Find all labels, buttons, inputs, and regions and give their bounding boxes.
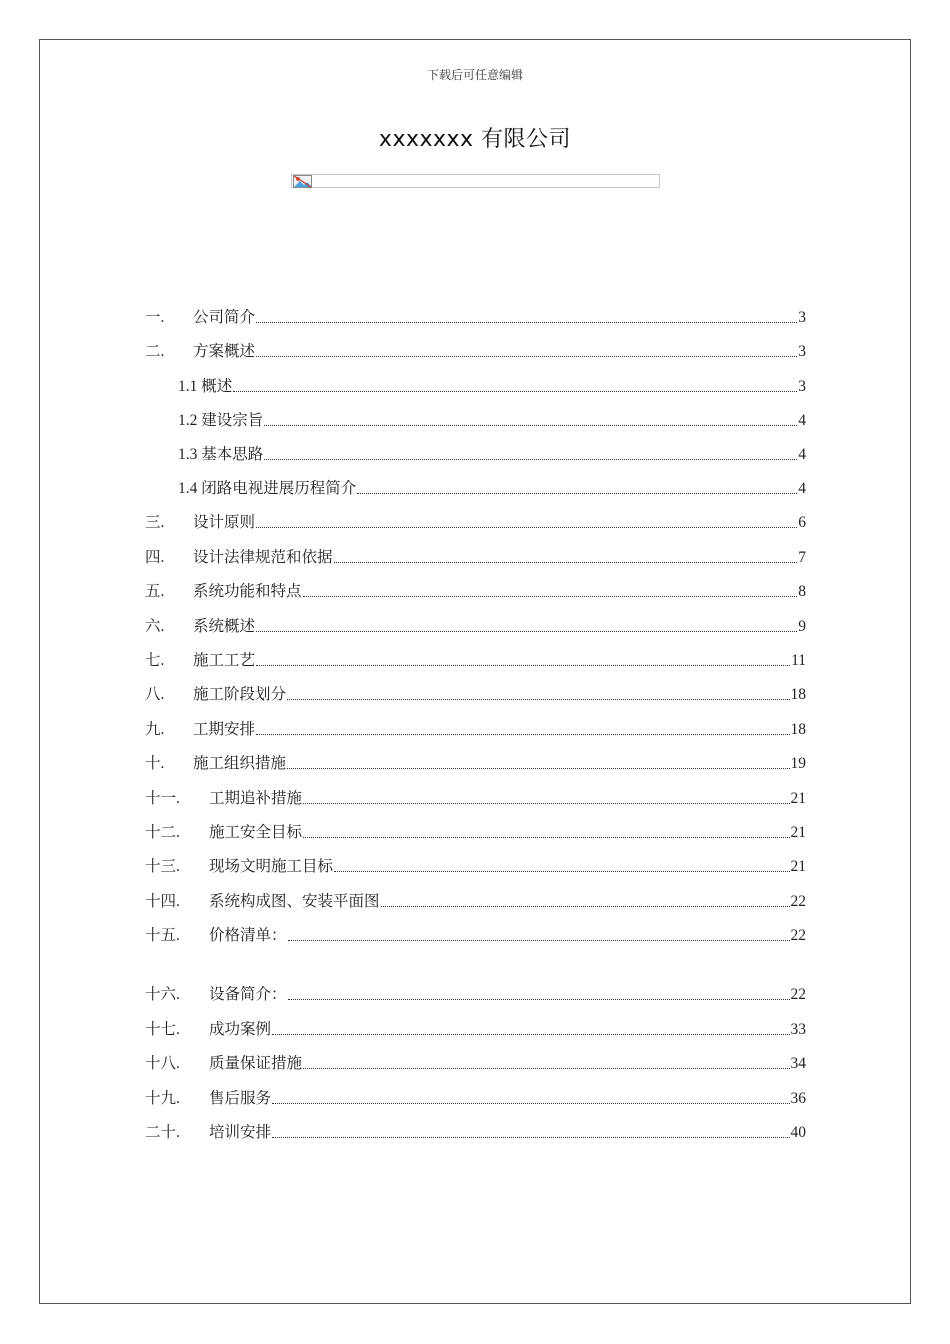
toc-number: 一. <box>145 309 165 326</box>
toc-number: 十一. <box>145 790 180 807</box>
toc-label: 工期安排 <box>193 721 256 738</box>
toc-number: 五. <box>145 583 165 600</box>
toc-page-number: 36 <box>790 1090 806 1107</box>
toc-number: 六. <box>145 618 165 635</box>
toc-row[interactable] <box>145 982 806 1004</box>
toc-label: 系统构成图、安装平面图 <box>209 893 380 910</box>
toc-leader-dots <box>287 699 789 700</box>
toc-label: 设计法律规范和依据 <box>193 549 333 566</box>
toc-label: 施工阶段划分 <box>193 686 287 703</box>
toc-leader-dots <box>272 1034 789 1035</box>
toc-label: 培训安排 <box>209 1124 272 1141</box>
toc-row[interactable] <box>145 1120 806 1142</box>
toc-leader-dots <box>256 356 797 357</box>
header-note: 下载后可任意编辑 <box>426 68 523 82</box>
toc-label: 1.2 建设宗旨 <box>178 412 264 429</box>
toc-leader-dots <box>256 527 797 528</box>
toc-label: 1.3 基本思路 <box>178 446 264 463</box>
toc-number: 十七. <box>145 1021 180 1038</box>
toc-page-number: 3 <box>798 343 806 360</box>
toc-leader-dots <box>303 837 789 838</box>
toc-leader-dots <box>256 734 789 735</box>
toc-number: 十四. <box>145 893 180 910</box>
toc-label: 系统概述 <box>193 618 256 635</box>
toc-row[interactable] <box>145 305 806 327</box>
toc-row[interactable] <box>178 408 806 430</box>
toc-row[interactable] <box>145 751 806 773</box>
toc-leader-dots <box>264 425 797 426</box>
toc-label: 施工工艺 <box>193 652 256 669</box>
toc-label: 1.1 概述 <box>178 378 233 395</box>
toc-page-number: 34 <box>790 1055 806 1072</box>
toc-page-number: 22 <box>790 927 806 944</box>
toc-label: 公司简介 <box>193 309 256 326</box>
toc-page-number: 4 <box>798 446 806 463</box>
toc-row[interactable] <box>145 820 806 842</box>
toc-leader-dots <box>264 459 797 460</box>
toc-page-number: 7 <box>798 549 806 566</box>
toc-row[interactable] <box>145 1086 806 1108</box>
broken-image-icon <box>293 175 312 188</box>
toc-page-number: 22 <box>790 986 806 1003</box>
toc-label: 成功案例 <box>209 1021 272 1038</box>
toc-label: 现场文明施工目标 <box>209 858 334 875</box>
toc-row[interactable] <box>145 614 806 636</box>
toc-page-number: 40 <box>790 1124 806 1141</box>
toc-number: 七. <box>145 652 165 669</box>
toc-row[interactable] <box>145 923 806 945</box>
toc-leader-dots <box>288 940 790 941</box>
toc-number: 十八. <box>145 1055 180 1072</box>
toc-label: 质量保证措施 <box>209 1055 303 1072</box>
toc-row[interactable] <box>145 1051 806 1073</box>
toc-leader-dots <box>381 906 790 907</box>
toc-number: 九. <box>145 721 165 738</box>
toc-number: 十六. <box>145 986 180 1003</box>
toc-row[interactable] <box>145 854 806 876</box>
toc-row[interactable] <box>178 374 806 396</box>
toc-number: 三. <box>145 514 165 531</box>
toc-page-number: 9 <box>798 618 806 635</box>
toc-leader-dots <box>287 768 789 769</box>
toc-leader-dots <box>233 391 797 392</box>
toc-label: 施工安全目标 <box>209 824 303 841</box>
toc-page-number: 19 <box>790 755 806 772</box>
toc-page-number: 6 <box>798 514 806 531</box>
toc-page-number: 33 <box>790 1021 806 1038</box>
toc-row[interactable] <box>145 786 806 808</box>
toc-leader-dots <box>303 803 789 804</box>
toc-label: 方案概述 <box>193 343 256 360</box>
toc-page-number: 8 <box>798 583 806 600</box>
toc-page-number: 21 <box>790 858 806 875</box>
toc-leader-dots <box>272 1103 789 1104</box>
toc-number: 十三. <box>145 858 180 875</box>
toc-page-number: 22 <box>790 893 806 910</box>
toc-number: 四. <box>145 549 165 566</box>
toc-page-number: 11 <box>791 652 806 669</box>
toc-row[interactable] <box>145 889 806 911</box>
toc-row[interactable] <box>145 648 806 670</box>
toc-row[interactable] <box>145 1017 806 1039</box>
toc-number: 八. <box>145 686 165 703</box>
toc-leader-dots <box>256 322 797 323</box>
toc-page-number: 21 <box>790 824 806 841</box>
toc-row[interactable] <box>145 682 806 704</box>
toc-number: 十五. <box>145 927 180 944</box>
toc-label: 设备简介： <box>209 986 287 1003</box>
toc-label: 施工组织措施 <box>193 755 287 772</box>
toc-page-number: 4 <box>798 480 806 497</box>
toc-page-number: 3 <box>798 309 806 326</box>
toc-leader-dots <box>288 999 790 1000</box>
toc-label: 系统功能和特点 <box>193 583 302 600</box>
toc-leader-dots <box>256 631 797 632</box>
toc-number: 十二. <box>145 824 180 841</box>
page-frame <box>39 39 911 1304</box>
toc-row[interactable] <box>145 579 806 601</box>
toc-leader-dots <box>334 562 798 563</box>
toc-label: 价格清单： <box>209 927 287 944</box>
image-placeholder <box>291 174 660 188</box>
toc-page-number: 18 <box>790 686 806 703</box>
toc-row[interactable] <box>145 545 806 567</box>
toc-leader-dots <box>303 596 798 597</box>
toc-number: 二. <box>145 343 165 360</box>
toc-leader-dots <box>357 493 797 494</box>
toc-number: 二十. <box>145 1124 180 1141</box>
toc-page-number: 21 <box>790 790 806 807</box>
toc-page-number: 3 <box>798 378 806 395</box>
toc-row[interactable] <box>145 339 806 361</box>
toc-row[interactable] <box>178 476 806 498</box>
toc-leader-dots <box>303 1068 789 1069</box>
company-title: xxxxxxx 有限公司 <box>378 127 572 152</box>
toc-number: 十九. <box>145 1090 180 1107</box>
toc-row[interactable] <box>145 510 806 532</box>
toc-row[interactable] <box>178 442 806 464</box>
toc-label: 工期追补措施 <box>209 790 303 807</box>
toc-leader-dots <box>334 871 789 872</box>
toc-label: 售后服务 <box>209 1090 272 1107</box>
toc-label: 设计原则 <box>193 514 256 531</box>
toc-label: 1.4 闭路电视进展历程简介 <box>178 480 357 497</box>
toc-page-number: 18 <box>790 721 806 738</box>
toc-leader-dots <box>272 1137 789 1138</box>
toc-number: 十. <box>145 755 165 772</box>
toc-leader-dots <box>256 665 790 666</box>
toc-row[interactable] <box>145 717 806 739</box>
toc-page-number: 4 <box>798 412 806 429</box>
